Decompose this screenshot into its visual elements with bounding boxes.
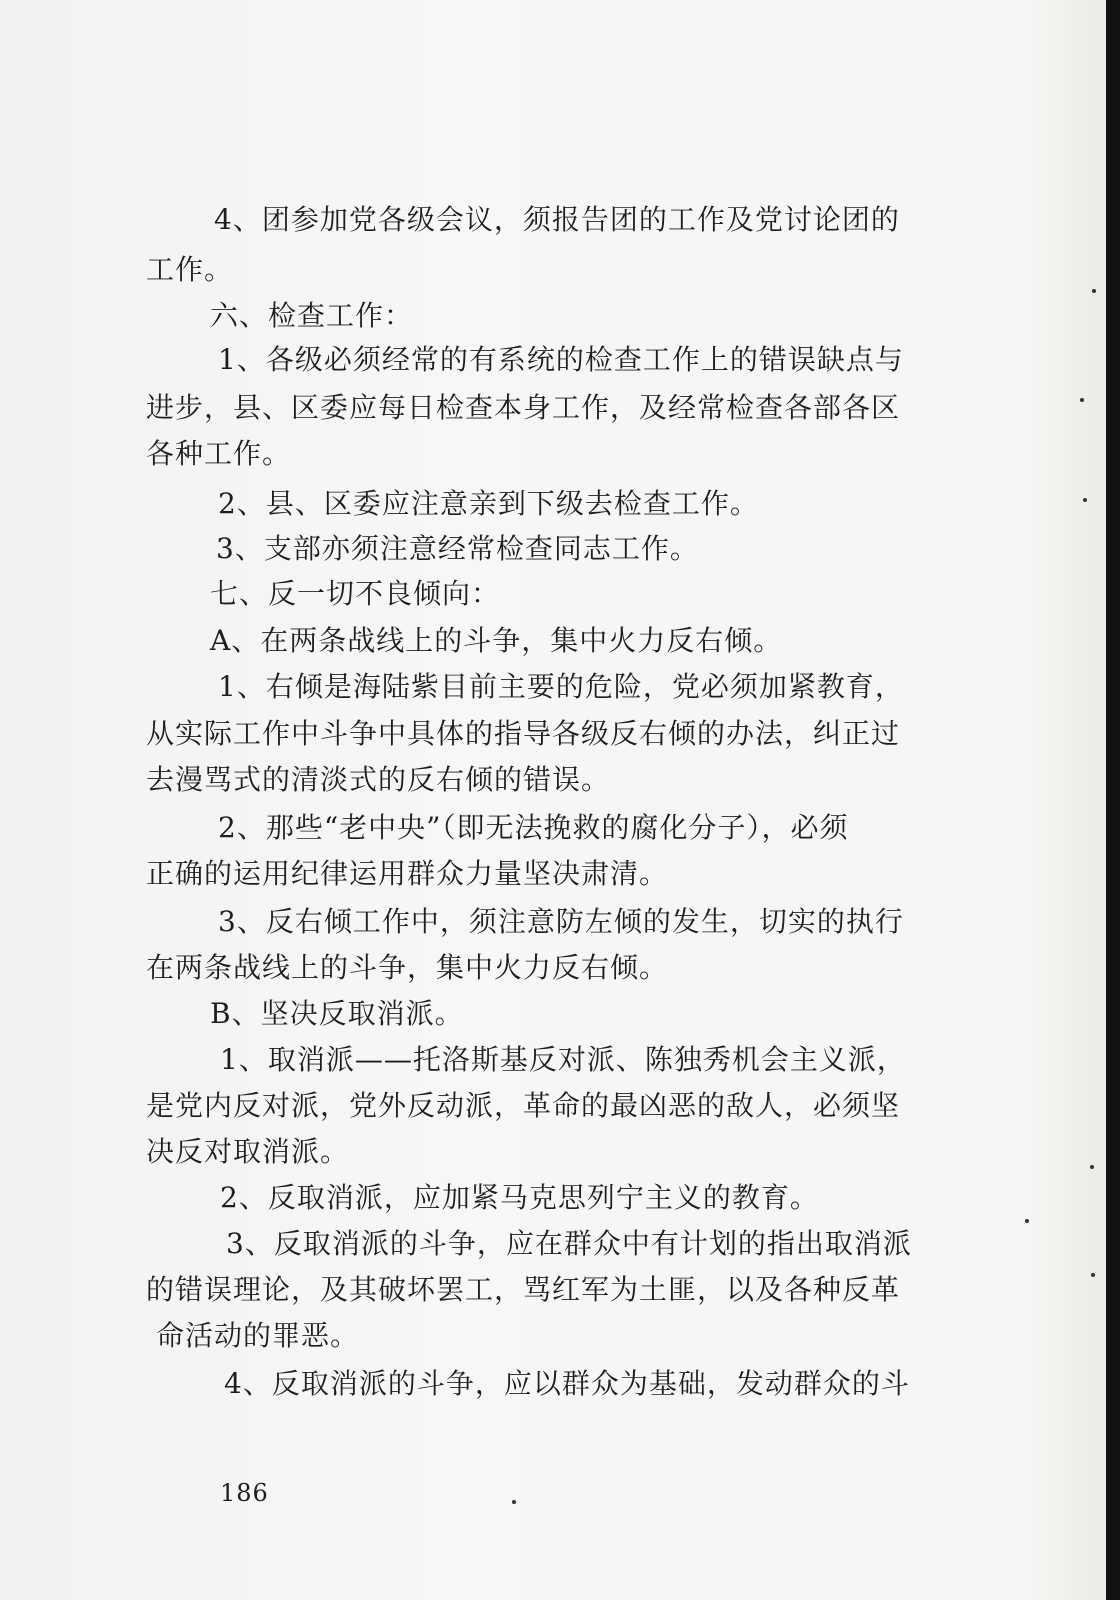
text-line: 在两条战线上的斗争，集中火力反右倾。 bbox=[146, 951, 669, 984]
text-line: 2、那些“老中央”（即无法挽救的腐化分子），必须 bbox=[218, 811, 849, 844]
text-line: 4、团参加党各级会议，须报告团的工作及党讨论团的 bbox=[214, 203, 900, 236]
text-line: 3、支部亦须注意经常检查同志工作。 bbox=[216, 532, 699, 565]
subsection-heading: A、在两条战线上的斗争，集中火力反右倾。 bbox=[210, 624, 783, 657]
text-line: 2、县、区委应注意亲到下级去检查工作。 bbox=[218, 487, 759, 520]
text-line: 1、各级必须经常的有系统的检查工作上的错误缺点与 bbox=[218, 343, 904, 376]
text-line: 命活动的罪恶。 bbox=[156, 1319, 360, 1352]
subsection-heading: B、坚决反取消派。 bbox=[210, 997, 464, 1030]
text-line: 去漫骂式的清淡式的反右倾的错误。 bbox=[146, 763, 611, 796]
text-line: 进步，县、区委应每日检查本身工作，及经常检查各部各区 bbox=[146, 391, 901, 424]
text-line: 工作。 bbox=[146, 253, 234, 286]
text-line: 2、反取消派，应加紧马克思列宁主义的教育。 bbox=[220, 1181, 819, 1214]
text-line: 是党内反对派，党外反动派，革命的最凶恶的敌人，必须坚 bbox=[146, 1089, 901, 1122]
page-number: 186 bbox=[220, 1479, 269, 1507]
text-line: 各种工作。 bbox=[146, 437, 292, 470]
text-line: 1、右倾是海陆紫目前主要的危险，党必须加紧教育， bbox=[218, 670, 904, 703]
text-line: 正确的运用纪律运用群众力量坚决肃清。 bbox=[146, 857, 669, 890]
section-heading: 七、反一切不良倾向： bbox=[210, 577, 501, 610]
text-line: 4、反取消派的斗争，应以群众为基础，发动群众的斗 bbox=[224, 1367, 910, 1400]
section-heading: 六、检查工作： bbox=[210, 299, 414, 332]
text-line: 从实际工作中斗争中具体的指导各级反右倾的办法，纠正过 bbox=[146, 717, 901, 750]
text-line: 的错误理论，及其破坏罢工，骂红军为土匪，以及各种反革 bbox=[146, 1273, 901, 1306]
text-line: 3、反右倾工作中，须注意防左倾的发生，切实的执行 bbox=[218, 905, 904, 938]
text-line: 1、取消派——托洛斯基反对派、陈独秀机会主义派， bbox=[220, 1043, 906, 1076]
scan-speck bbox=[512, 1500, 516, 1504]
text-line: 决反对取消派。 bbox=[146, 1135, 350, 1168]
text-line: 3、反取消派的斗争，应在群众中有计划的指出取消派 bbox=[226, 1227, 912, 1260]
